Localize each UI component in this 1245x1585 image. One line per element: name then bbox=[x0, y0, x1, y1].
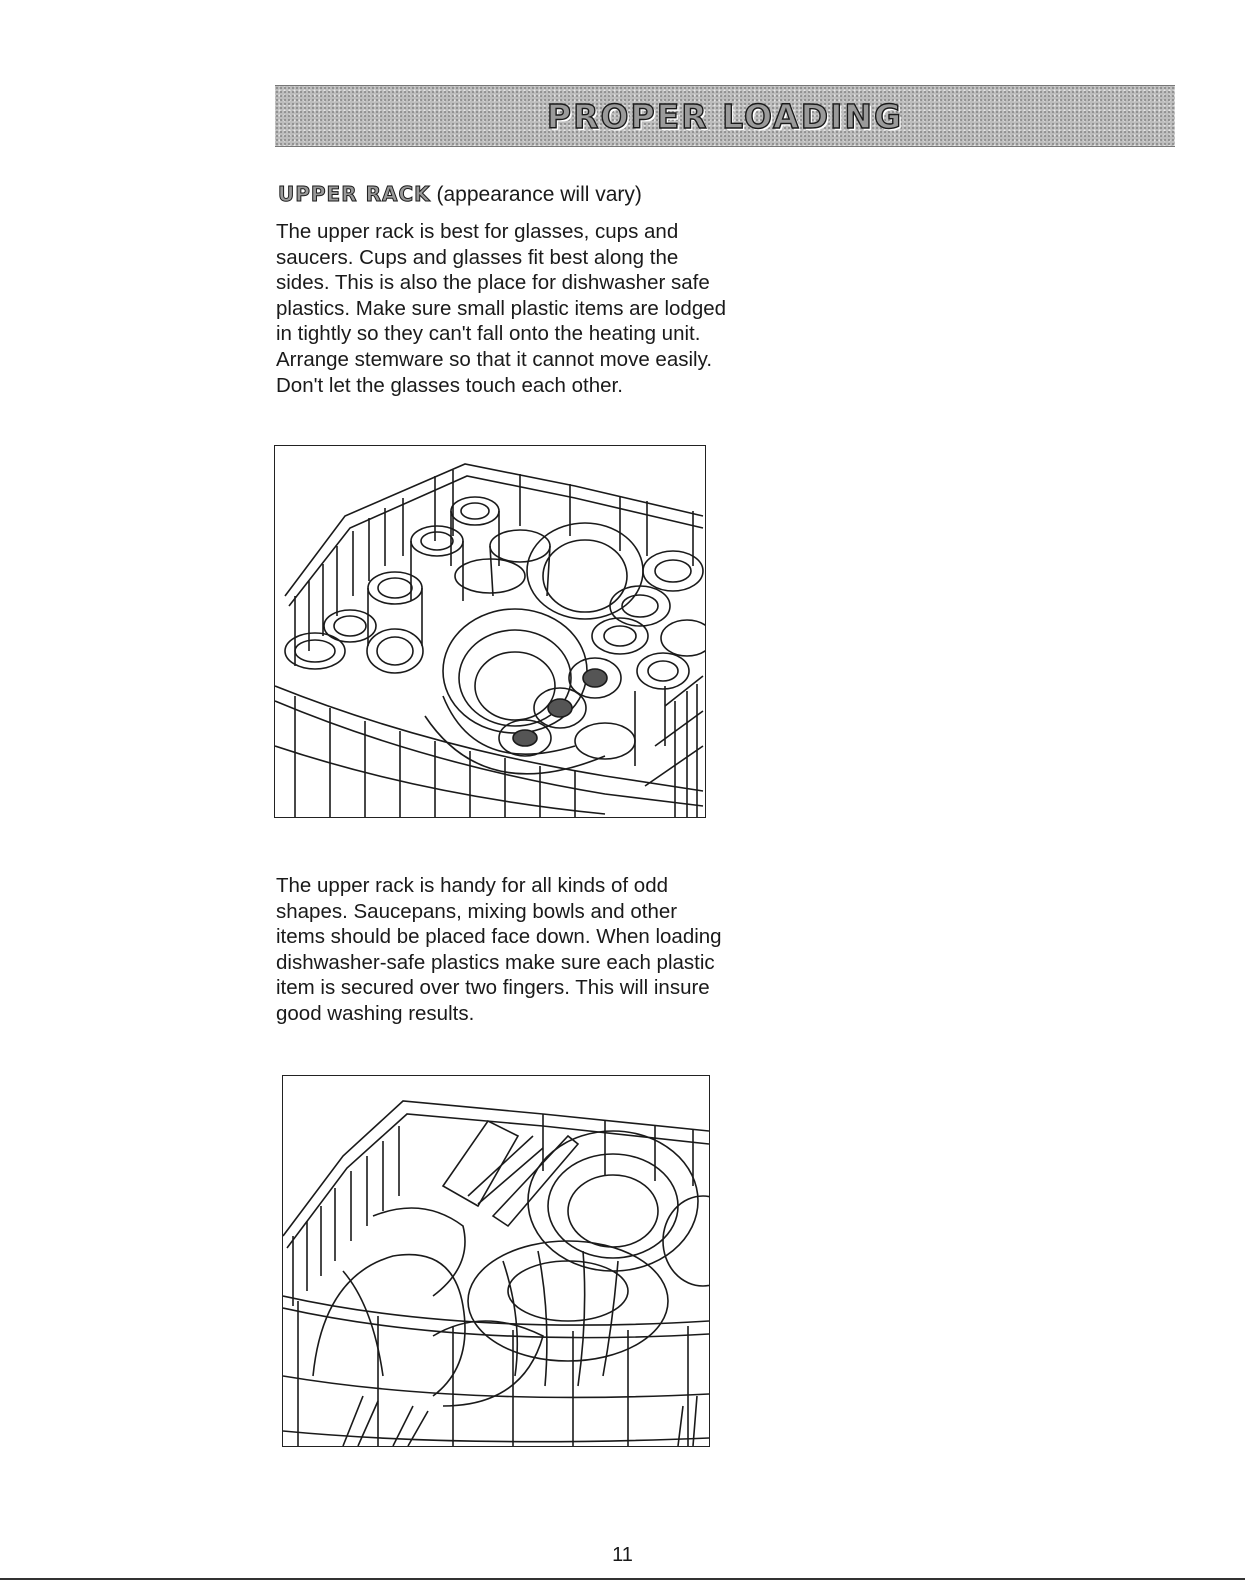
paragraph-glasses-cups: The upper rack is best for glasses, cups and saucers. Cups and glasses fit best along the sides. This is also the place for dishwasher safe plastics. Make sure small plastic items are lodged in tightly so they can't fall onto the heating unit. Arrange stemware so that it cannot move easily. Don't let the glasses touch each other. bbox=[276, 220, 727, 397]
paragraph-odd-shapes: The upper rack is handy for all kinds of odd shapes. Saucepans, mixing bowls and other items should be placed face down. When loading dishwasher-safe plastics make sure each plastic item is secured over two fingers. This will insure good washing results. bbox=[276, 874, 722, 1025]
section-header-bar bbox=[275, 85, 1175, 147]
page-number: 11 bbox=[612, 1544, 633, 1566]
page-bottom-rule bbox=[0, 1578, 1245, 1580]
upper-rack-glasses-cups-illustration bbox=[274, 445, 706, 818]
upper-rack-bowls-pans-illustration bbox=[282, 1075, 710, 1447]
subsection-heading-bold: UPPER RACK bbox=[278, 182, 431, 206]
subsection-heading bbox=[278, 182, 642, 207]
section-title: PROPER LOADING bbox=[546, 97, 904, 136]
subsection-heading-note: (appearance will vary) bbox=[436, 183, 642, 206]
